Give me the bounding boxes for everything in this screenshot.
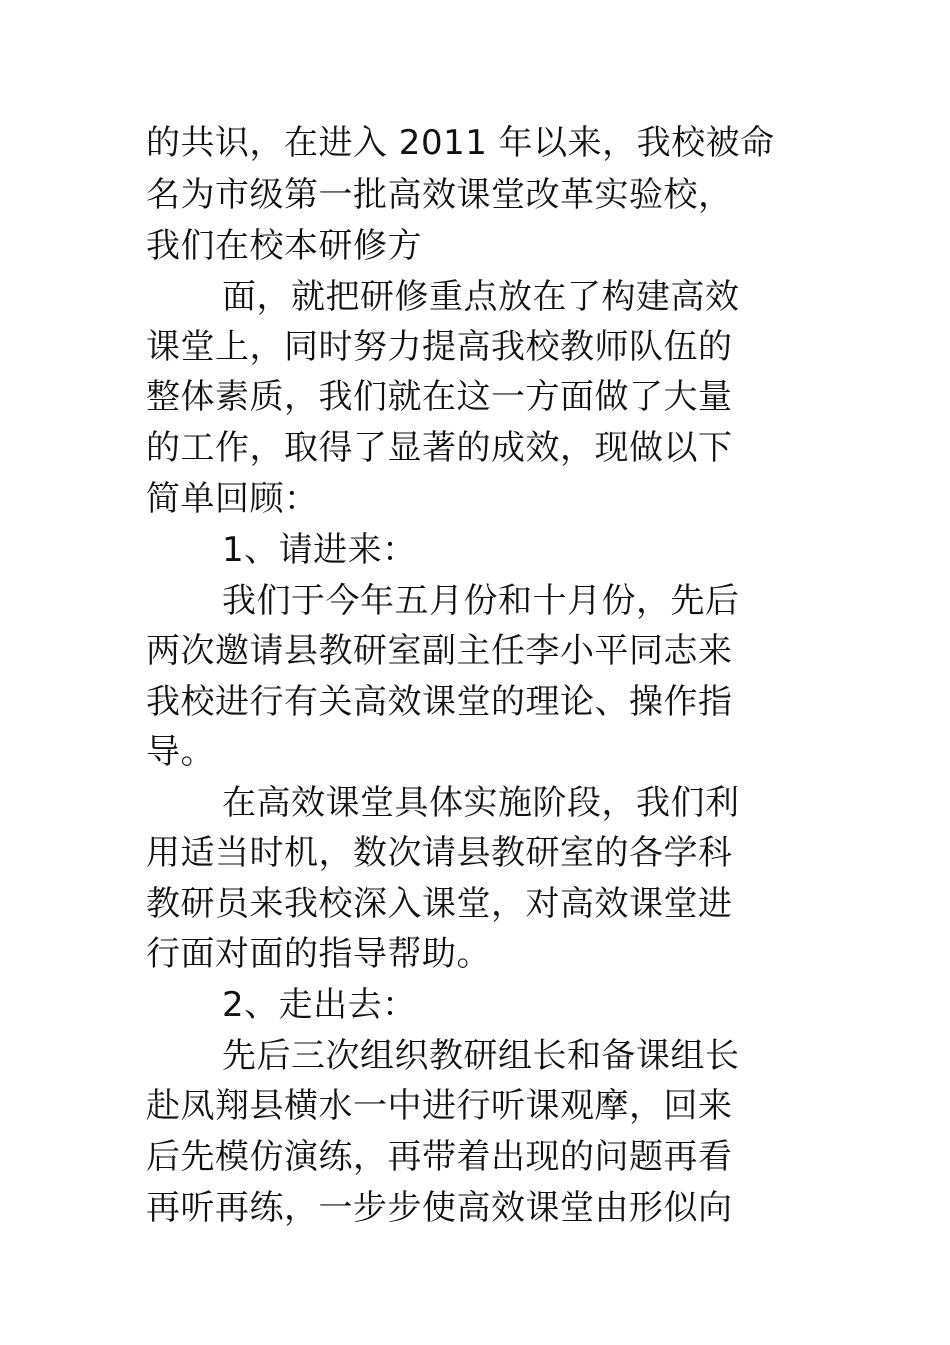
text-line: 再听再练，一步步使高效课堂由形似向	[146, 1188, 733, 1228]
paragraph-first-line: 先后三次组织教研组长和备课组长	[222, 1036, 740, 1076]
text-line: 我们在校本研修方	[146, 226, 422, 266]
text-line: 的共识，在进入 2011 年以来，我校被命	[146, 123, 775, 163]
section-heading: 2、走出去：	[222, 985, 417, 1025]
text-line: 赴凤翔县横水一中进行听课观摩，回来	[146, 1086, 733, 1126]
text-line: 教研员来我校深入课堂，对高效课堂进	[146, 884, 733, 924]
text-line: 名为市级第一批高效课堂改革实验校，	[146, 175, 733, 215]
text-line: 导。	[146, 732, 215, 772]
paragraph-first-line: 面，就把研修重点放在了构建高效	[222, 277, 740, 317]
text-line: 简单回顾：	[146, 479, 319, 519]
text-line: 课堂上，同时努力提高我校教师队伍的	[146, 327, 733, 367]
text-line: 两次邀请县教研室副主任李小平同志来	[146, 631, 733, 671]
section-heading: 1、请进来：	[222, 530, 417, 570]
text-line: 我校进行有关高效课堂的理论、操作指	[146, 682, 733, 722]
text-line: 整体素质，我们就在这一方面做了大量	[146, 377, 733, 417]
paragraph-first-line: 我们于今年五月份和十月份，先后	[222, 581, 740, 621]
text-line: 用适当时机，数次请县教研室的各学科	[146, 833, 733, 873]
text-line: 的工作，取得了显著的成效，现做以下	[146, 428, 733, 468]
text-line: 后先模仿演练，再带着出现的问题再看	[146, 1137, 733, 1177]
text-line: 行面对面的指导帮助。	[146, 934, 491, 974]
paragraph-first-line: 在高效课堂具体实施阶段，我们利	[222, 783, 740, 823]
